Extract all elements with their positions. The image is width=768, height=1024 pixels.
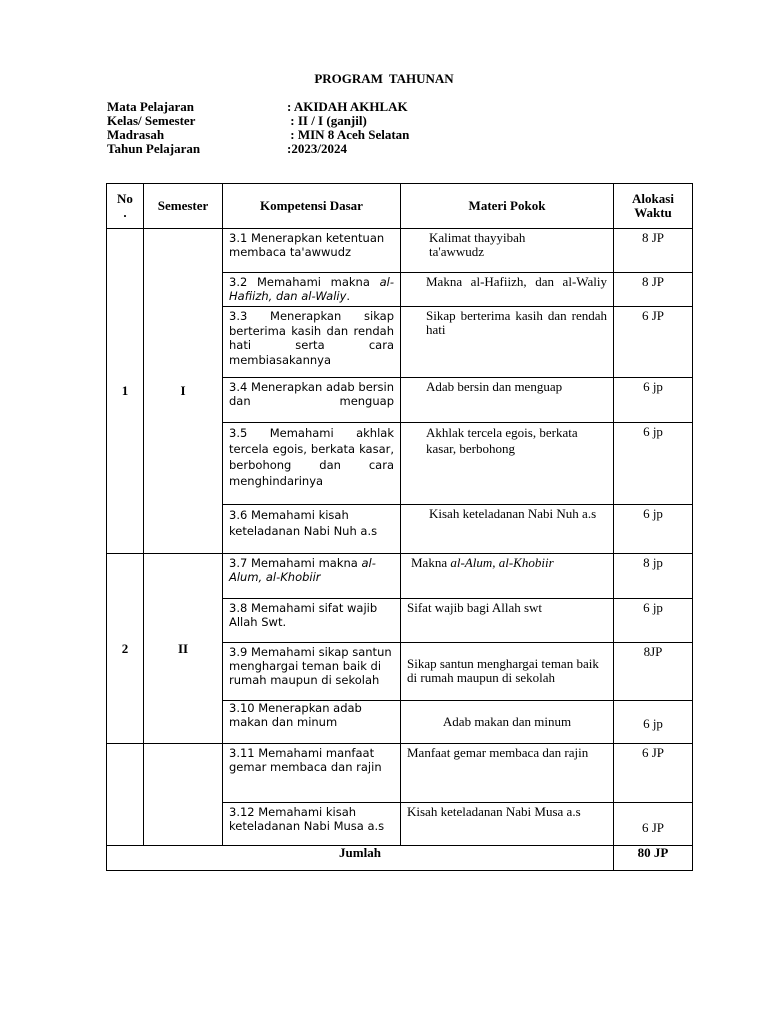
table-row	[107, 229, 693, 273]
group-semester-empty	[144, 744, 223, 846]
header-no: No .	[107, 184, 144, 229]
kd-cell: 3.9 Memahami sikap santun menghargai teman baik di rumah maupun di sekolah	[229, 645, 392, 687]
kd-cell: 3.7 Memahami makna al-Alum, al-Khobiir	[229, 556, 376, 584]
group-semester-2: II	[144, 554, 223, 744]
alokasi-cell: 6 JP	[641, 745, 665, 760]
document-title: PROGRAM TAHUNAN	[314, 71, 454, 86]
kd-cell: 3.8 Memahami sifat wajib Allah Swt.	[229, 601, 378, 629]
header-kd: Kompetensi Dasar	[223, 184, 401, 229]
header-materi: Materi Pokok	[401, 184, 614, 229]
materi-cell: Makna al-Alum, al-Khobiir	[411, 555, 554, 570]
meta-label-subject: Mata Pelajaran	[107, 99, 195, 114]
meta-value-year: :2023/2024	[287, 141, 347, 156]
alokasi-cell: 8 jp	[643, 555, 663, 570]
alokasi-cell: 6 jp	[643, 716, 663, 731]
materi-cell: Sifat wajib bagi Allah swt	[407, 600, 543, 615]
alokasi-cell: 6 JP	[641, 308, 665, 323]
kd-cell: 3.4 Menerapkan adab bersin dan menguap	[229, 380, 394, 408]
materi-cell: Akhlak tercela egois, berkata kasar, berbohong	[426, 425, 578, 456]
alokasi-cell: 6 jp	[643, 379, 663, 394]
table-header-row	[107, 184, 693, 229]
kd-cell: 3.1 Menerapkan ketentuan membaca ta'awwudz	[229, 231, 385, 259]
alokasi-cell: 8 JP	[641, 230, 665, 245]
materi-cell: Adab bersin dan menguap	[426, 379, 563, 394]
materi-cell: Manfaat gemar membaca dan rajin	[407, 745, 589, 760]
header-alokasi: Alokasi Waktu	[614, 184, 693, 229]
table-row	[107, 554, 693, 599]
materi-cell: Kisah keteladanan Nabi Nuh a.s	[429, 506, 597, 521]
meta-label-year: Tahun Pelajaran	[107, 141, 201, 156]
program-table	[106, 183, 693, 871]
table-row	[107, 744, 693, 803]
total-label: Jumlah	[107, 846, 614, 871]
materi-cell: Kisah keteladanan Nabi Musa a.s	[407, 804, 581, 819]
group-no-empty	[107, 744, 144, 846]
materi-cell: Makna al-Hafiizh, dan al-Waliy	[426, 274, 607, 289]
materi-cell: Sikap santun menghargai teman baik di rumah maupun di sekolah	[407, 656, 599, 685]
kd-cell: 3.11 Memahami manfaat gemar membaca dan rajin	[229, 746, 382, 774]
materi-cell: Adab makan dan minum	[442, 714, 572, 729]
meta-value-subject: : AKIDAH AKHLAK	[287, 99, 408, 114]
meta-label-class: Kelas/ Semester	[107, 113, 196, 128]
kd-cell: 3.6 Memahami kisah keteladanan Nabi Nuh a.s	[229, 508, 378, 538]
meta-value-class: : II / I (ganjil)	[287, 113, 367, 128]
meta-value-school: : MIN 8 Aceh Selatan	[287, 127, 410, 142]
alokasi-cell: 8JP	[643, 644, 663, 659]
alokasi-cell: 6 JP	[641, 820, 665, 835]
alokasi-cell: 6 jp	[643, 506, 663, 521]
alokasi-cell: 6 jp	[643, 600, 663, 615]
alokasi-cell: 8 JP	[641, 274, 665, 289]
kd-cell: 3.5 Memahami akhlak tercela egois, berkata kasar, berbohong dan cara menghindarinya	[229, 426, 394, 488]
kd-cell: 3.12 Memahami kisah keteladanan Nabi Musa a.s	[229, 805, 385, 833]
total-row	[107, 846, 693, 871]
meta-label-school: Madrasah	[107, 127, 165, 142]
group-semester-1: I	[144, 229, 223, 554]
group-no-2: 2	[107, 554, 144, 744]
kd-cell: 3.2 Memahami makna al-Hafiizh, dan al-Waliy.	[229, 275, 394, 303]
materi-cell: Kalimat thayyibah ta'awwudz	[429, 230, 526, 259]
kd-cell: 3.3 Menerapkan sikap berterima kasih dan rendah hati serta cara membiasakannya	[229, 309, 394, 367]
kd-cell: 3.10 Menerapkan adab makan dan minum	[229, 701, 362, 729]
alokasi-cell: 6 jp	[643, 424, 663, 439]
header-semester: Semester	[144, 184, 223, 229]
group-no-1: 1	[107, 229, 144, 554]
materi-cell: Sikap berterima kasih dan rendah hati	[426, 308, 607, 337]
total-value: 80 JP	[614, 846, 693, 871]
